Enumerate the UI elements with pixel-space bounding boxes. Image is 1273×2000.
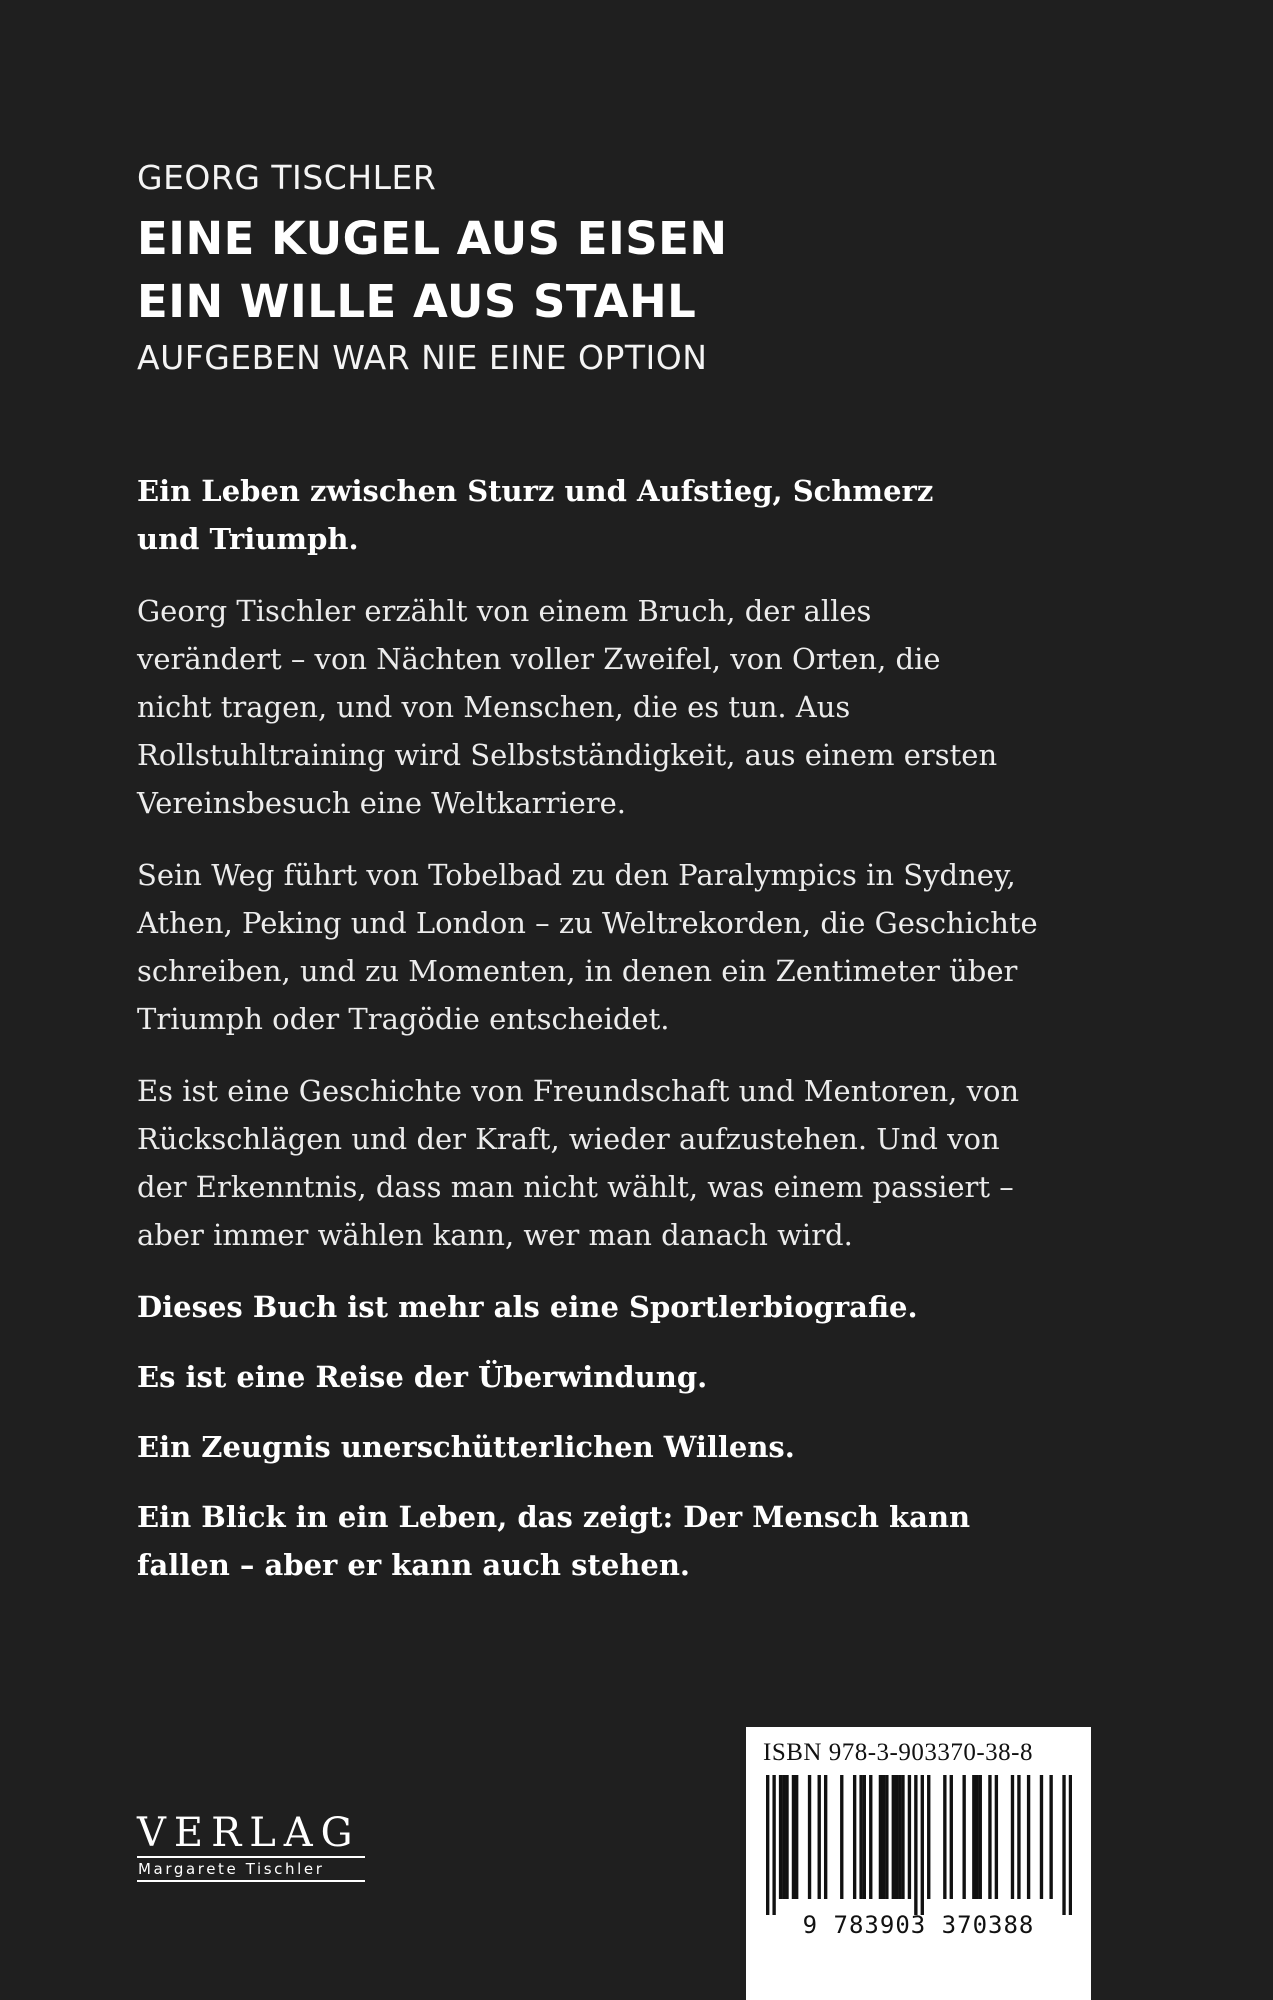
barcode-bar [766, 1775, 769, 1915]
author-name: GEORG TISCHLER [137, 158, 437, 197]
barcode-bar [818, 1775, 821, 1899]
blurb-closing-4: Ein Blick in ein Leben, das zeigt: Der Mensch kann fallen – aber er kann auch stehen. [137, 1500, 971, 1582]
barcode-bar [779, 1775, 782, 1899]
barcode-bar [892, 1775, 895, 1899]
barcode-bar [853, 1775, 856, 1899]
barcode-bar [914, 1775, 917, 1915]
barcode-bar [1011, 1775, 1014, 1899]
barcode-bar [882, 1775, 885, 1899]
book-subtitle: AUFGEBEN WAR NIE EINE OPTION [137, 338, 708, 377]
barcode-bar [927, 1775, 930, 1899]
barcode-bar [1017, 1775, 1020, 1899]
barcode-bar [1027, 1775, 1030, 1899]
barcode-bar [921, 1775, 924, 1915]
barcode-bar [895, 1775, 898, 1899]
book-title-line-1: EINE KUGEL AUS EISEN [137, 212, 728, 265]
blurb-closing-3: Ein Zeugnis unerschütterlichen Willens. [137, 1430, 795, 1464]
barcode-bar [1062, 1775, 1065, 1915]
barcode-bar [972, 1775, 975, 1899]
publisher-logo-main: VERLAG [137, 1812, 365, 1858]
isbn-label: ISBN 978-3-903370-38-8 [763, 1739, 1034, 1766]
barcode-bar [950, 1775, 953, 1899]
blurb-closing-1: Dieses Buch ist mehr als eine Sportlerbiografie. [137, 1290, 918, 1324]
barcode-bar [772, 1775, 775, 1915]
barcode-bar [879, 1775, 882, 1899]
ean-digits: 9 783903 370388 [802, 1911, 1035, 1939]
blurb [137, 467, 1067, 1613]
blurb-closing-2: Es ist eine Reise der Überwindung. [137, 1360, 708, 1394]
barcode-bar [943, 1775, 946, 1899]
barcode-bar [840, 1775, 843, 1899]
barcode-bar [975, 1775, 978, 1899]
blurb-paragraph-1: Georg Tischler erzählt von einem Bruch, der alles verändert – von Nächten voller Zweifel, von Orten, die nicht tragen, und von Menschen, die es tun. Aus Rollstuhltraining wird Selbstständigkeit, aus einem ersten Vereinsbesuch eine Weltkarriere. [137, 594, 998, 820]
barcode-bar [898, 1775, 901, 1899]
barcode-bar [824, 1775, 827, 1899]
barcode-bar [962, 1775, 965, 1899]
barcode-bar [782, 1775, 785, 1899]
publisher-logo-sub: Margarete Tischler [137, 1858, 365, 1882]
barcode-bars [766, 1775, 1072, 1915]
barcode-bar [1069, 1775, 1072, 1915]
barcode-bar [988, 1775, 991, 1899]
barcode-bar [885, 1775, 888, 1899]
barcode-bar [869, 1775, 872, 1899]
barcode-bar [785, 1775, 788, 1899]
barcode-bar [792, 1775, 795, 1899]
blurb-paragraph-2: Sein Weg führt von Tobelbad zu den Paralympics in Sydney, Athen, Peking und London – zu Weltrekorden, die Geschichte schreiben, und zu Momenten, in denen ein Zentimeter über Triumph oder Tragödie entscheidet. [137, 858, 1038, 1036]
barcode-bar [859, 1775, 862, 1899]
book-title-line-2: EIN WILLE AUS STAHL [137, 275, 697, 328]
barcode-bar [901, 1775, 904, 1899]
barcode-bar [1049, 1775, 1052, 1899]
barcode-bar [995, 1775, 998, 1899]
barcode-bar [795, 1775, 798, 1899]
barcode-bar [863, 1775, 866, 1899]
barcode-bar [908, 1775, 911, 1899]
blurb-lead: Ein Leben zwischen Sturz und Aufstieg, Schmerz und Triumph. [137, 474, 934, 556]
isbn-barcode [746, 1727, 1091, 2000]
barcode-bar [1040, 1775, 1043, 1899]
barcode-bar [808, 1775, 811, 1899]
publisher-logo [137, 1812, 365, 1882]
blurb-paragraph-3: Es ist eine Geschichte von Freundschaft und Mentoren, von Rückschlägen und der Kraft, wieder aufzustehen. Und von der Erkenntnis, dass man nicht wählt, was einem passiert – aber immer wählen kann, wer man danach wird. [137, 1074, 1020, 1252]
barcode-bar [979, 1775, 982, 1899]
